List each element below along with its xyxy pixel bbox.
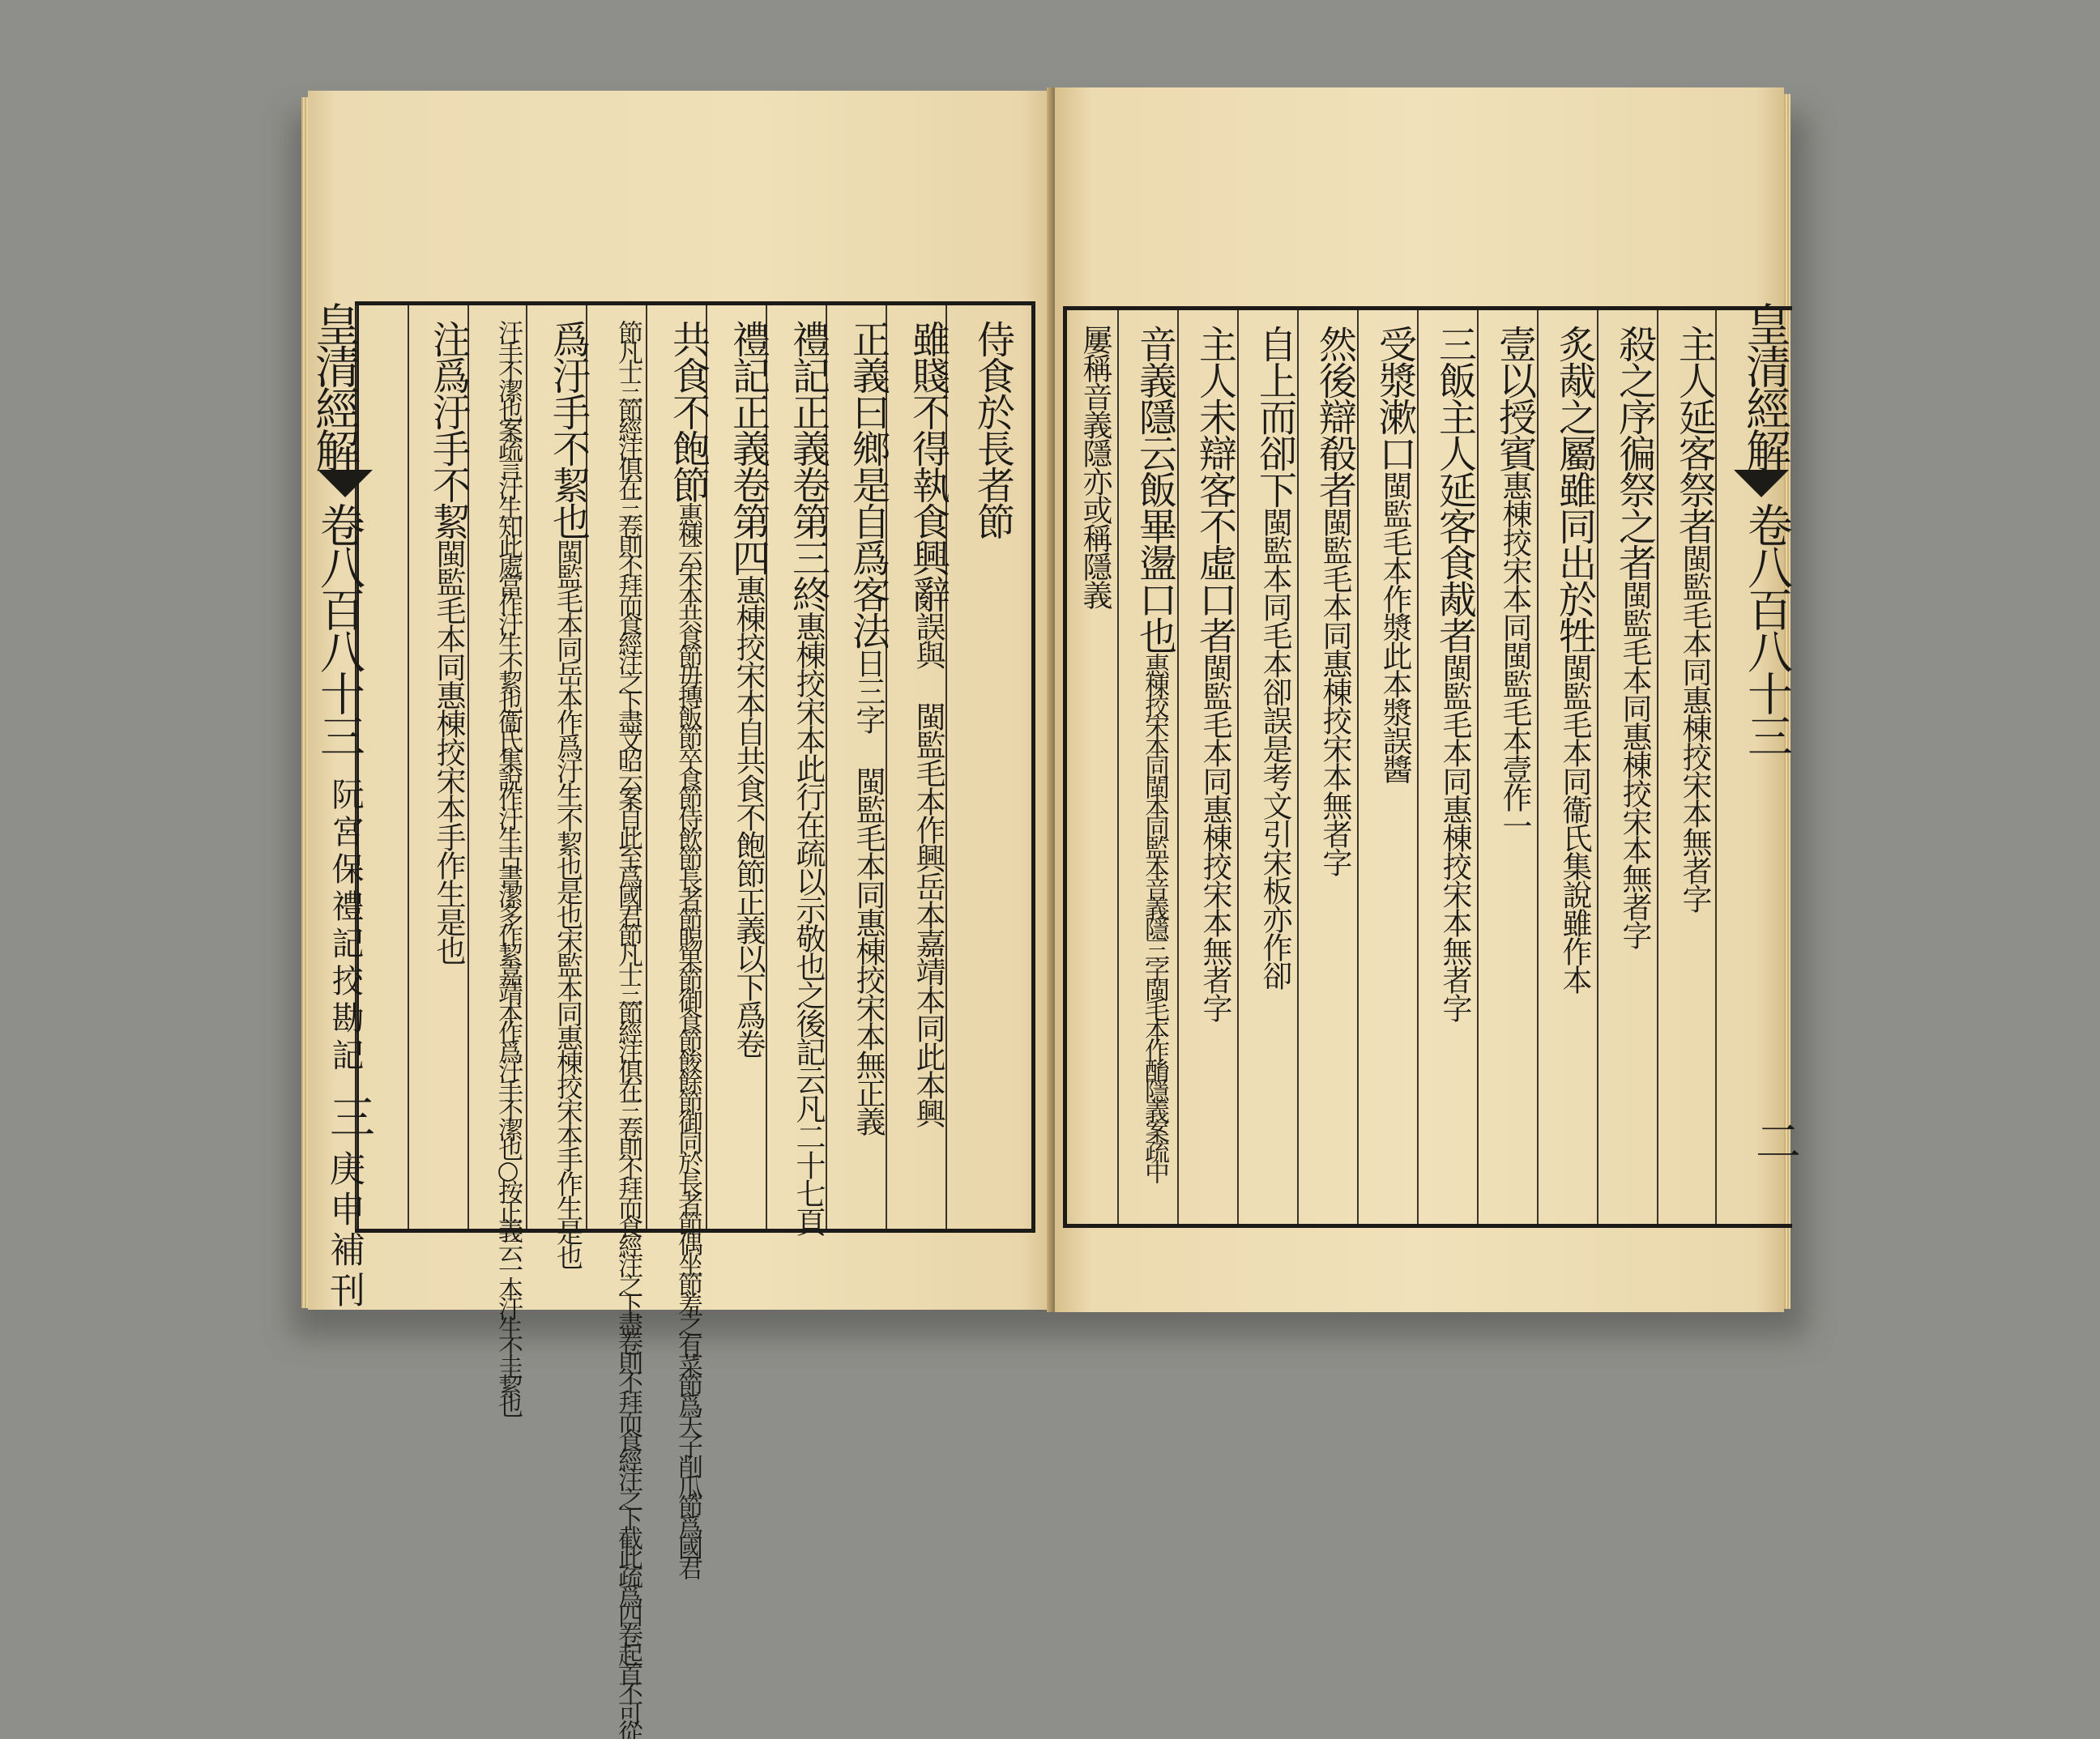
text-column: 禮記正義卷第三終惠棟挍宋本此行在疏以示敬也之後記云凡二十七頁 [786,320,830,1235]
fish-tail-mark [318,470,373,497]
text-column: 壹以授賓惠棟挍宋本同閩監毛本壹作一 [1492,325,1537,839]
left-author-title: 阮宮保禮記挍勘記 [327,778,364,1076]
fish-tail-mark [1734,470,1789,497]
text-column: 殺之序徧祭之者閩監毛本同惠棟挍宋本無者字 [1612,325,1657,948]
right-page-frame [1063,306,1792,1228]
text-column: 音義隱云飯畢盪口也惠棟挍宋本同閩本同監本音義隱三字閩毛本作酳隱義案疏中 [1133,325,1177,1179]
text-column: 炙胾之屬雖同出於牲閩監毛本同衞氏集說雖作本 [1552,325,1597,993]
text-column: 正義曰鄉是自爲客法日三字 閩監毛本同惠棟挍宋本無正義 [846,320,890,1135]
text-column: 主人未辯客不虛口者閩監毛本同惠棟挍宋本無者字 [1193,325,1237,1021]
text-column: 注爲汙手不絜閩監毛本同惠棟挍宋本手作生是也 [426,320,471,964]
left-banxin [301,301,366,470]
text-column: 禮記正義卷第四惠棟挍宋本自共食不飽節正義以下爲卷 [726,320,770,1057]
text-column: 汙手不潔也案疏言汙生知此處當作汙生不絜也衞氏集說作汙生古書潔多作絜嘉靖本作爲汙手不潔也○按正義云一本汙生不圭絜也 [493,320,523,1413]
left-volume: 卷八百八十三 [313,502,365,755]
text-column: 共食不飽節惠棟云宋本共食節毋摶飯節卒食節侍飲節長者節賜果節御食節餕餘節御同於長者節偶坐節羞之有菜節爲天子削瓜節爲國君 [666,320,711,1575]
collection-title: 皇清經解 [308,301,361,470]
left-edition: 庚申補刊 [323,1150,365,1312]
text-column: 主人延客祭者閩監毛本同惠棟挍宋本無者字 [1672,325,1717,912]
text-column: 節凡十三節經注俱在三卷則不拜而食經注之下盡文昭云案自此至爲國君節凡十三節經注俱在三卷則不拜而食經注之下盡卷則不拜而食經注之下截此疏爲四卷起首不可從 [613,320,642,1739]
text-column: 三飯主人延客食胾者閩監毛本同惠棟挍宋本無者字 [1432,325,1477,1021]
text-column: 自上而卻下閩監本同毛本卻誤是考文引宋板亦作卻 [1253,325,1297,989]
text-column: 雖賤不得執食興辭誤與 閩監毛本作興岳本嘉靖本同此本興 [906,320,950,1127]
text-column: 爲汙手不絜也閩監毛本同岳本作爲汙生不絜也是也宋監本同惠棟挍宋本手作生是也 [546,320,591,1268]
right-banxin: 皇清經解 [1739,301,1791,470]
column-rule [408,305,409,1229]
text-column: 屢稱音義隱亦或稱隱義 [1078,325,1112,608]
text-column: 侍食於長者節 [971,320,1015,539]
right-page-number: 二 [1748,1118,1801,1160]
text-column: 然後辯殽者閩監毛本同惠棟挍宋本無者字 [1312,325,1357,876]
right-volume: 卷八百八十三 [1740,502,1793,755]
text-column: 受漿漱口閩監毛本作漿此本漿誤醬 [1372,325,1417,782]
left-page-number: 三 [322,1093,375,1136]
left-page-frame [355,301,1035,1739]
